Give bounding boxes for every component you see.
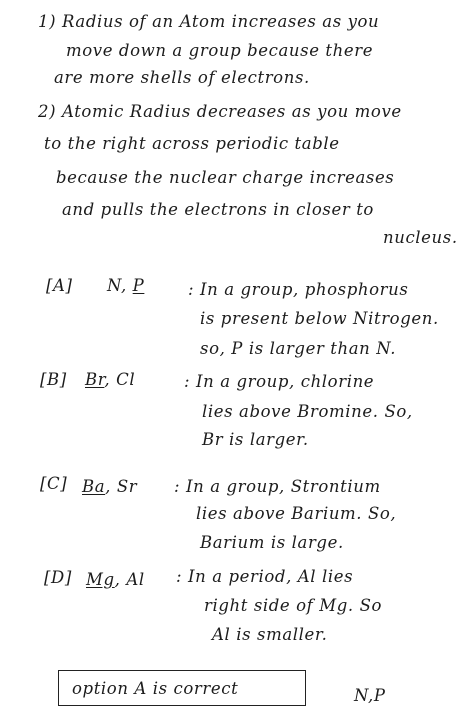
- option-b-pair: [85, 370, 135, 390]
- answer-box-text: option A is correct: [72, 679, 239, 698]
- option-b-reason-3: Br is larger.: [202, 430, 309, 449]
- option-d-label: [D]: [44, 568, 72, 587]
- para2-line-5: nucleus.: [383, 228, 458, 247]
- option-b-reason-2: lies above Bromine. So,: [202, 402, 413, 421]
- para2-line-3: because the nuclear charge increases: [56, 168, 395, 187]
- para2-line-2: to the right across periodic table: [44, 134, 340, 153]
- option-d-reason-2: right side of Mg. So: [204, 596, 383, 615]
- option-a-pair-plain: N,: [107, 276, 133, 295]
- option-d-pair-plain: , Al: [114, 570, 145, 589]
- option-b-label: [B]: [40, 370, 67, 389]
- option-a-pair-underlined: P: [132, 276, 145, 295]
- option-a-reason-3: so, P is larger than N.: [200, 339, 397, 358]
- option-c-reason-3: Barium is large.: [200, 533, 344, 552]
- option-b-reason-1: : In a group, chlorine: [184, 372, 375, 391]
- option-a-reason-1: : In a group, phosphorus: [188, 280, 409, 299]
- option-c-pair: [82, 477, 137, 497]
- final-answer: N,P: [354, 686, 386, 705]
- option-b-pair-underlined: Br: [85, 370, 105, 389]
- option-b-pair-plain: , Cl: [104, 370, 136, 389]
- para1-line-2: move down a group because there: [66, 41, 374, 60]
- option-d-reason-1: : In a period, Al lies: [176, 567, 354, 586]
- option-c-pair-underlined: Ba: [82, 477, 106, 496]
- option-d-pair: [86, 570, 145, 590]
- option-a-pair: [107, 276, 144, 296]
- option-d-reason-3: Al is smaller.: [212, 625, 328, 644]
- para1-line-3: are more shells of electrons.: [54, 68, 310, 87]
- option-c-label: [C]: [40, 474, 68, 493]
- option-d-pair-underlined: Mg: [86, 570, 115, 589]
- para2-line-4: and pulls the electrons in closer to: [62, 200, 374, 219]
- option-c-reason-2: lies above Barium. So,: [196, 504, 397, 523]
- option-c-reason-1: : In a group, Strontium: [174, 477, 381, 496]
- option-a-reason-2: is present below Nitrogen.: [200, 309, 439, 328]
- para1-line-1: 1) Radius of an Atom increases as you: [38, 12, 380, 31]
- option-c-pair-plain: , Sr: [105, 477, 138, 496]
- option-a-label: [A]: [46, 276, 73, 295]
- para2-line-1: 2) Atomic Radius decreases as you move: [38, 102, 402, 121]
